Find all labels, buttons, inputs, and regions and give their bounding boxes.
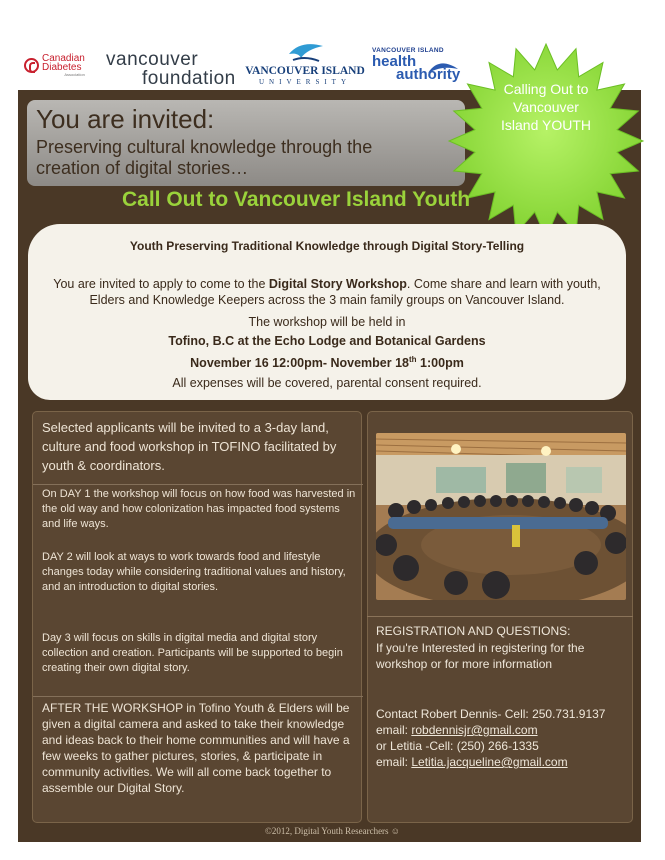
details-intro: Selected applicants will be invited to a 3-day land, culture and food workshop in TOFINO facilitated by youth & coordinators.: [42, 420, 337, 473]
contact-email-row: [376, 722, 632, 738]
email-label: email:: [376, 755, 412, 769]
registration-box: [367, 616, 633, 823]
invitation-dates-a: November 16 12:00pm- November 18: [190, 356, 410, 371]
email-label: email:: [376, 723, 412, 737]
email-link-robert[interactable]: robdennisjr@gmail.com: [411, 723, 538, 737]
cda-logo-line3: Association: [64, 72, 85, 77]
contact-email-row: [376, 754, 632, 770]
invitation-heading: Youth Preserving Traditional Knowledge through Digital Story-Telling: [129, 239, 525, 253]
invitation-expenses: All expenses will be covered, parental consent required.: [172, 376, 482, 390]
details-day1: On DAY 1 the workshop will focus on how food was harvested in the old way and how colonization has impacted food systems and life ways.: [42, 488, 356, 530]
details-divider: [33, 484, 363, 485]
viu-bird-icon: [287, 40, 325, 64]
invitation-dates-b: 1:00pm: [416, 356, 464, 371]
vancouver-foundation-logo: [106, 50, 236, 88]
viha-logo-line2: health: [372, 53, 417, 70]
invitation-dates-sup: th: [409, 355, 417, 364]
viha-logo-line3: authority: [396, 66, 461, 83]
callout-heading: Call Out to Vancouver Island Youth: [122, 188, 471, 211]
footer-copyright: ©2012, Digital Youth Researchers ☺: [264, 826, 400, 836]
starburst-badge: [447, 42, 645, 240]
viu-logo-line2: UNIVERSITY: [259, 78, 351, 86]
cda-logo: [24, 54, 85, 77]
starburst-text: Calling Out to Vancouver Island YOUTH: [501, 81, 591, 133]
invite-title: You are invited:: [36, 104, 215, 134]
details-divider: [33, 696, 363, 697]
invitation-dates: [28, 355, 626, 370]
vf-logo-line2: foundation: [142, 68, 236, 89]
details-column: [32, 411, 362, 823]
invitation-paragraph: [38, 276, 616, 308]
details-day3: Day 3 will focus on skills in digital media and digital story collection and creation. Participants will be supported to begin creating their own digital story.: [42, 632, 343, 674]
email-link-letitia[interactable]: Letitia.jacqueline@gmail.com: [411, 755, 568, 769]
invitation-para-bold: Digital Story Workshop: [268, 277, 407, 291]
invitation-location: Tofino, B.C at the Echo Lodge and Botanical Gardens: [168, 334, 486, 348]
viu-logo: [243, 38, 367, 87]
invitation-para-pre: You are invited to apply to come to the: [53, 277, 269, 291]
viha-logo-line1: VANCOUVER ISLAND: [372, 47, 444, 54]
workshop-photo: [376, 433, 626, 600]
registration-subtitle: If you're Interested in registering for the workshop or for more information: [376, 641, 585, 671]
contact-letitia: or Letitia -Cell: (250) 266-1335: [376, 739, 539, 753]
invitation-box: [28, 224, 626, 400]
cda-mark-icon: [24, 58, 39, 73]
registration-contact: [376, 706, 632, 770]
details-after: AFTER THE WORKSHOP in Tofino Youth & Elders will be given a digital camera and asked to take their knowledge and ideas back to their home communities and will have a few weeks to gather pictures, stories, & participate in community activities. We will all come back together to assemble our Digital Story.: [42, 701, 350, 795]
registration-title: REGISTRATION AND QUESTIONS:: [376, 624, 571, 638]
vf-logo-line1: vancouver: [106, 49, 199, 70]
cda-logo-line2: Diabetes: [42, 62, 82, 73]
viu-logo-line1: VANCOUVER ISLAND: [245, 65, 365, 77]
cda-logo-line1: Canadian: [42, 53, 85, 64]
contact-robert: Contact Robert Dennis- Cell: 250.731.9137: [376, 707, 606, 721]
invitation-held-line: The workshop will be held in: [248, 315, 406, 329]
invitation-para-post: . Come share and learn with youth, Elders and Knowledge Keepers across the 3 main family groups on Vancouver Island.: [89, 277, 601, 307]
invite-subtitle: Preserving cultural knowledge through the creation of digital stories…: [36, 137, 373, 178]
details-day2: DAY 2 will look at ways to work towards food and lifestyle changes today while considering traditional values and history, and an introduction to digital stories.: [42, 551, 346, 593]
